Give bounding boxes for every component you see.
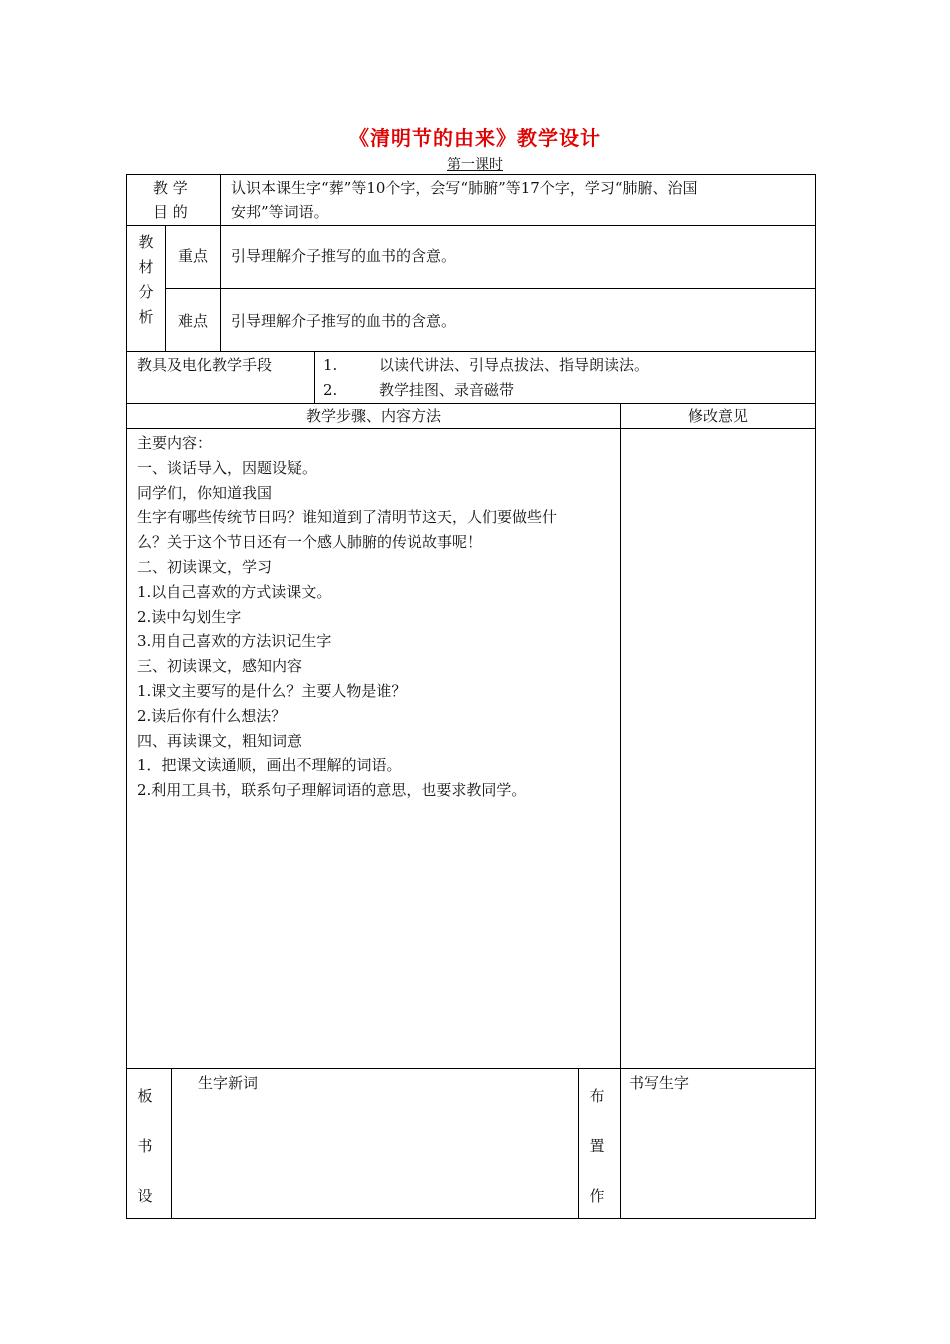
- board-label: [127, 1071, 163, 1221]
- revise-content-cell: [620, 428, 816, 1069]
- goal-text-cell: [220, 174, 816, 226]
- steps-line: 么？关于这个节日还有一个感人肺腑的传说故事呢！: [137, 533, 483, 552]
- hard-text: 引导理解介子推写的血书的含意。: [231, 312, 457, 330]
- steps-lines: [137, 431, 557, 803]
- goal-label-cell: [126, 174, 221, 226]
- steps-line: 一、谈话导入，因题设疑。: [137, 458, 318, 477]
- hard-label-cell: [165, 288, 221, 352]
- steps-line: 2.利用工具书，联系句子理解词语的意思，也要求教同学。: [137, 781, 527, 800]
- key-text-cell: [220, 225, 816, 289]
- goal-label-line1: 教 学: [153, 179, 188, 197]
- board-text-cell: [171, 1068, 579, 1219]
- steps-line: 主要内容：: [137, 434, 213, 452]
- homework-text-cell: [620, 1068, 816, 1219]
- goal-text-line1: 认识本课生字“葬”等10个字，会写“肺腑”等17个字，学习“肺腑、治国: [231, 179, 698, 197]
- homework-label-char: 置: [589, 1137, 605, 1155]
- tools-items-cell: [314, 351, 816, 404]
- analysis-label: [127, 230, 165, 330]
- homework-label-char: 作: [589, 1187, 605, 1205]
- lesson-table: [126, 174, 816, 1219]
- steps-header-cell: [126, 403, 621, 429]
- steps-line: 三、初读课文，感知内容: [137, 657, 303, 676]
- homework-label: [579, 1071, 615, 1221]
- analysis-label-char: 析: [138, 308, 154, 326]
- steps-content-cell: [126, 428, 621, 1069]
- revise-header: 修改意见: [687, 407, 748, 425]
- steps-line: 3.用自己喜欢的方法识记生字: [137, 632, 332, 651]
- steps-line: 2.读后你有什么想法？: [137, 706, 287, 725]
- steps-line: 生字有哪些传统节日吗？谁知道到了清明节这天，人们要做些什: [137, 508, 558, 527]
- page-subtitle: 第一课时: [447, 157, 503, 173]
- steps-line: 1.以自己喜欢的方式读课文。: [137, 582, 332, 601]
- board-label-char: 书: [137, 1137, 153, 1155]
- board-label-char: 设: [137, 1187, 153, 1205]
- board-text: 生字新词: [198, 1074, 259, 1092]
- steps-line: 1．把课文读通顺，画出不理解的词语。: [137, 756, 402, 775]
- tools-label-cell: [126, 351, 315, 404]
- steps-line: 四、再读课文，粗知词意: [137, 731, 303, 750]
- steps-line: 1.课文主要写的是什么？主要人物是谁？: [137, 681, 407, 700]
- tools-item-text: 以读代讲法、引导点拔法、指导朗读法。: [379, 356, 650, 374]
- steps-header: 教学步骤、内容方法: [305, 407, 441, 425]
- homework-label-char: 布: [589, 1087, 605, 1105]
- hard-text-cell: [220, 288, 816, 352]
- hard-label: 难点: [178, 312, 209, 330]
- key-label-cell: [165, 225, 221, 289]
- tools-item-num: 2.: [323, 381, 338, 399]
- homework-label-cell: [578, 1068, 621, 1219]
- board-label-char: 板: [137, 1087, 153, 1105]
- analysis-label-char: 分: [138, 283, 154, 301]
- analysis-label-char: 材: [138, 258, 154, 276]
- homework-text: 书写生字: [629, 1074, 690, 1092]
- steps-line: 二、初读课文，学习: [137, 557, 273, 576]
- key-label: 重点: [178, 247, 209, 265]
- goal-text-line2: 安邦”等词语。: [231, 203, 329, 221]
- steps-line: 同学们，你知道我国: [137, 483, 273, 502]
- analysis-label-char: 教: [138, 233, 154, 251]
- steps-line: 2.读中勾划生字: [137, 607, 242, 626]
- tools-item-text: 教学挂图、录音磁带: [379, 381, 515, 399]
- key-text: 引导理解介子推写的血书的含意。: [231, 247, 457, 265]
- analysis-label-cell: [126, 225, 166, 352]
- tools-item-num: 1.: [323, 356, 338, 374]
- goal-label-line2: 目 的: [153, 203, 188, 221]
- board-label-cell: [126, 1068, 172, 1219]
- page-title: 《清明节的由来》教学设计: [349, 126, 601, 150]
- revise-header-cell: [620, 403, 816, 429]
- tools-label: 教具及电化教学手段: [137, 356, 273, 374]
